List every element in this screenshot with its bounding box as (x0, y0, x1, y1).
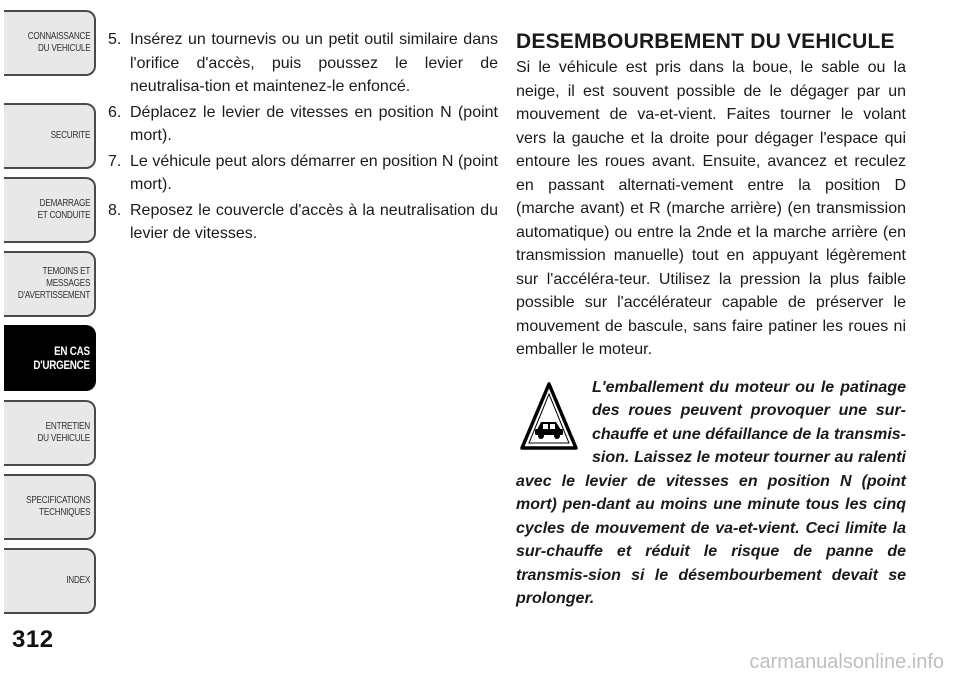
step-number: 7. (108, 152, 122, 170)
warning-triangle-icon (520, 380, 578, 452)
tab-specifications-techniques[interactable] (4, 474, 96, 540)
tab-en-cas-d-urgence[interactable] (4, 325, 96, 391)
tab-label: TEMOINS ET MESSAGES D'AVERTISSEMENT (17, 266, 90, 301)
tab-label: SECURITE (50, 130, 90, 141)
section-heading: DESEMBOURBEMENT DU VEHICULE (516, 30, 895, 53)
list-item (108, 101, 498, 148)
step-number: 5. (108, 31, 122, 48)
tab-label: ENTRETIEN DU VEHICULE (37, 421, 90, 444)
warning-box (516, 376, 906, 611)
step-text: Reposez le couvercle d'accès à la neutralisation du levier de vitesses. (130, 201, 498, 242)
list-item (108, 28, 498, 99)
section-body: Si le véhicule est pris dans la boue, le sable ou la neige, il est souvent possible de le dégager par un mouvement de va-et-vient. Faites tourner le volant vers la gauche et la droite pour dégager l'espace qui entoure les roues avant. Ensuite, avancez et reculez en passant alternati-vement entre la position D (marche avant) et R (marche arrière) (en transmission automatique) ou entre la 2nde et la marche arrière (en transmission manuelle) tout en appuyant légèrement sur l'accéléra-teur. Utilisez la pression la plus faible possible sur l'accélérateur capable de préserver le mouvement de bascule, sans faire patiner les roues ni emballer le moteur. (516, 59, 906, 358)
section-tabs (0, 0, 96, 678)
tab-label: EN CAS D'URGENCE (33, 344, 90, 372)
step-text: Insérez un tournevis ou un petit outil similaire dans l'orifice d'accès, puis poussez le levier de neutralisa-tion et maintenez-le enfoncé. (130, 31, 498, 95)
tab-index[interactable] (4, 548, 96, 614)
tab-label: INDEX (66, 575, 90, 586)
list-item (108, 150, 498, 197)
step-text: Le véhicule peut alors démarrer en position N (point mort). (130, 152, 498, 193)
page-number: 312 (12, 626, 54, 653)
procedure-steps (108, 28, 498, 248)
tab-securite[interactable] (4, 103, 96, 169)
tab-label: SPECIFICATIONS TECHNIQUES (25, 495, 90, 518)
section-desembourbement (516, 30, 906, 611)
tab-connaissance-du-vehicule[interactable] (4, 10, 96, 76)
tab-label: CONNAISSANCE DU VEHICULE (27, 31, 90, 54)
step-number: 6. (108, 103, 122, 121)
tab-entretien-du-vehicule[interactable] (4, 400, 96, 466)
tab-demarrage-et-conduite[interactable] (4, 177, 96, 243)
step-number: 8. (108, 201, 122, 219)
watermark: carmanualsonline.info (749, 651, 944, 673)
tab-label: DEMARRAGE ET CONDUITE (37, 198, 90, 221)
tab-temoins-et-messages[interactable] (4, 251, 96, 317)
step-text: Déplacez le levier de vitesses en position N (point mort). (130, 103, 498, 144)
warning-text: L'emballement du moteur ou le patinage des roues peuvent provoquer une sur-chauffe et une défaillance de la transmis-sion. Laissez le moteur tourner au ralenti avec le levier de vitesses en position N (point mort) pen-dant au moins une minute tous les cinq cycles de mouvement de va-et-vient. Ceci limite la sur-chauffe et réduit le risque de panne de transmis-sion si le désembourbement devait se prolonger. (516, 378, 906, 607)
list-item (108, 199, 498, 246)
